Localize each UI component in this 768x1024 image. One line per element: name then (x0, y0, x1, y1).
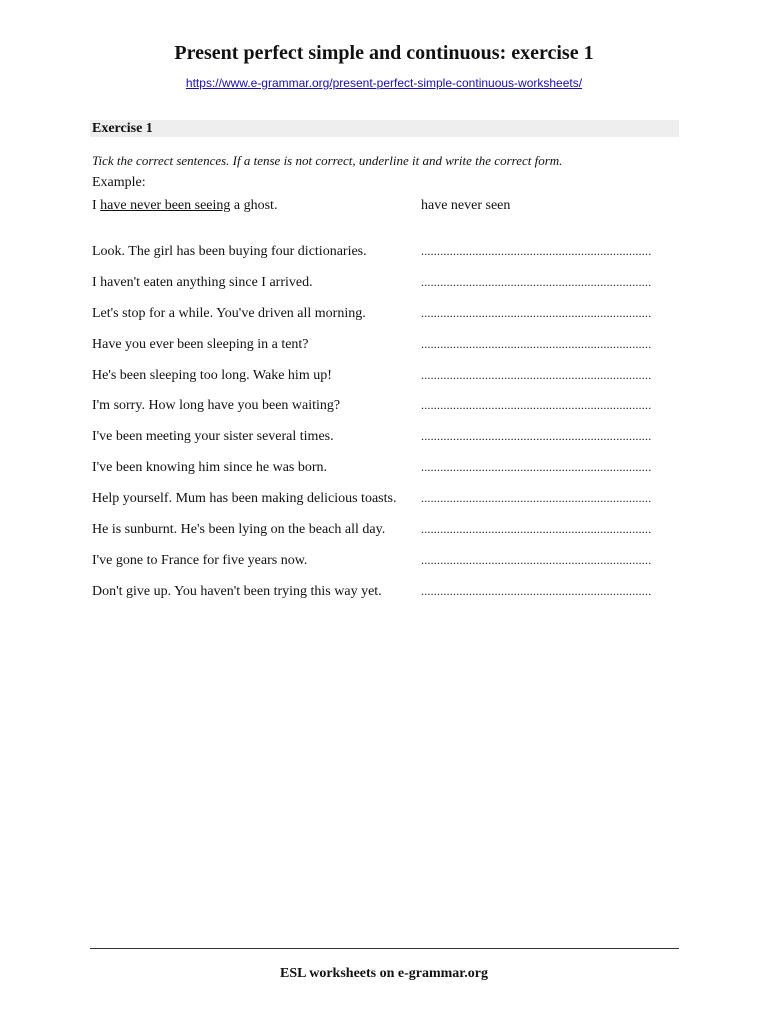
list-item (92, 553, 679, 584)
example-label: Example: (92, 175, 146, 190)
example-suffix: a ghost. (230, 198, 278, 213)
list-item (92, 368, 679, 399)
answer-blank[interactable]: ........................................................................ (421, 552, 652, 567)
example-underlined-tense: have never been seeing (100, 198, 231, 213)
answer-blank[interactable]: ........................................................................ (421, 398, 652, 413)
exercise-header (90, 120, 679, 137)
example-prefix: I (92, 198, 101, 213)
answer-blank[interactable]: ........................................................................ (421, 583, 652, 598)
list-item (92, 522, 679, 553)
answer-blank[interactable]: ........................................................................ (421, 429, 652, 444)
sentence-text: I've been meeting your sister several times. (92, 429, 334, 445)
sentence-text: I haven't eaten anything since I arrived. (92, 274, 313, 290)
sentence-text: I've gone to France for five years now. (92, 552, 308, 568)
footer-text: ESL worksheets on e-grammar.org (280, 966, 488, 981)
sentence-list (92, 244, 679, 615)
sentence-text: Look. The girl has been buying four dictionaries. (92, 244, 367, 259)
footer-divider (90, 948, 679, 949)
example-row (92, 198, 679, 214)
sentence-text: I'm sorry. How long have you been waiting? (92, 398, 341, 414)
sentence-text: Let's stop for a while. You've driven all morning. (92, 305, 366, 321)
answer-blank[interactable]: ........................................................................ (421, 522, 652, 537)
answer-blank[interactable]: ........................................................................ (421, 244, 652, 258)
list-item (92, 306, 679, 337)
sentence-text: Help yourself. Mum has been making delicious toasts. (92, 491, 397, 507)
answer-blank[interactable]: ........................................................................ (421, 274, 652, 289)
answer-blank[interactable]: ........................................................................ (421, 367, 652, 382)
answer-blank[interactable]: ........................................................................ (421, 336, 652, 351)
list-item (92, 244, 679, 275)
sentence-text: He's been sleeping too long. Wake him up! (92, 367, 332, 383)
sentence-text: Have you ever been sleeping in a tent? (92, 336, 309, 352)
list-item (92, 398, 679, 429)
list-item (92, 337, 679, 368)
list-item (92, 460, 679, 491)
list-item (92, 275, 679, 306)
list-item (92, 429, 679, 460)
instructions: Tick the correct sentences. If a tense is not correct, underline it and write the correct form. (92, 153, 563, 168)
sentence-text: Don't give up. You haven't been trying this way yet. (92, 583, 382, 599)
example-answer: have never seen (421, 198, 511, 213)
sentence-text: He is sunburnt. He's been lying on the beach all day. (92, 522, 386, 538)
exercise-header-label: Exercise 1 (92, 121, 153, 136)
list-item (92, 584, 679, 615)
page-title: Present perfect simple and continuous: exercise 1 (174, 42, 594, 64)
answer-blank[interactable]: ........................................................................ (421, 460, 652, 475)
source-link[interactable]: https://www.e-grammar.org/present-perfect-simple-continuous-worksheets/ (185, 76, 583, 90)
answer-blank[interactable]: ........................................................................ (421, 491, 652, 506)
sentence-text: I've been knowing him since he was born. (92, 460, 328, 476)
list-item (92, 491, 679, 522)
answer-blank[interactable]: ........................................................................ (421, 305, 652, 320)
